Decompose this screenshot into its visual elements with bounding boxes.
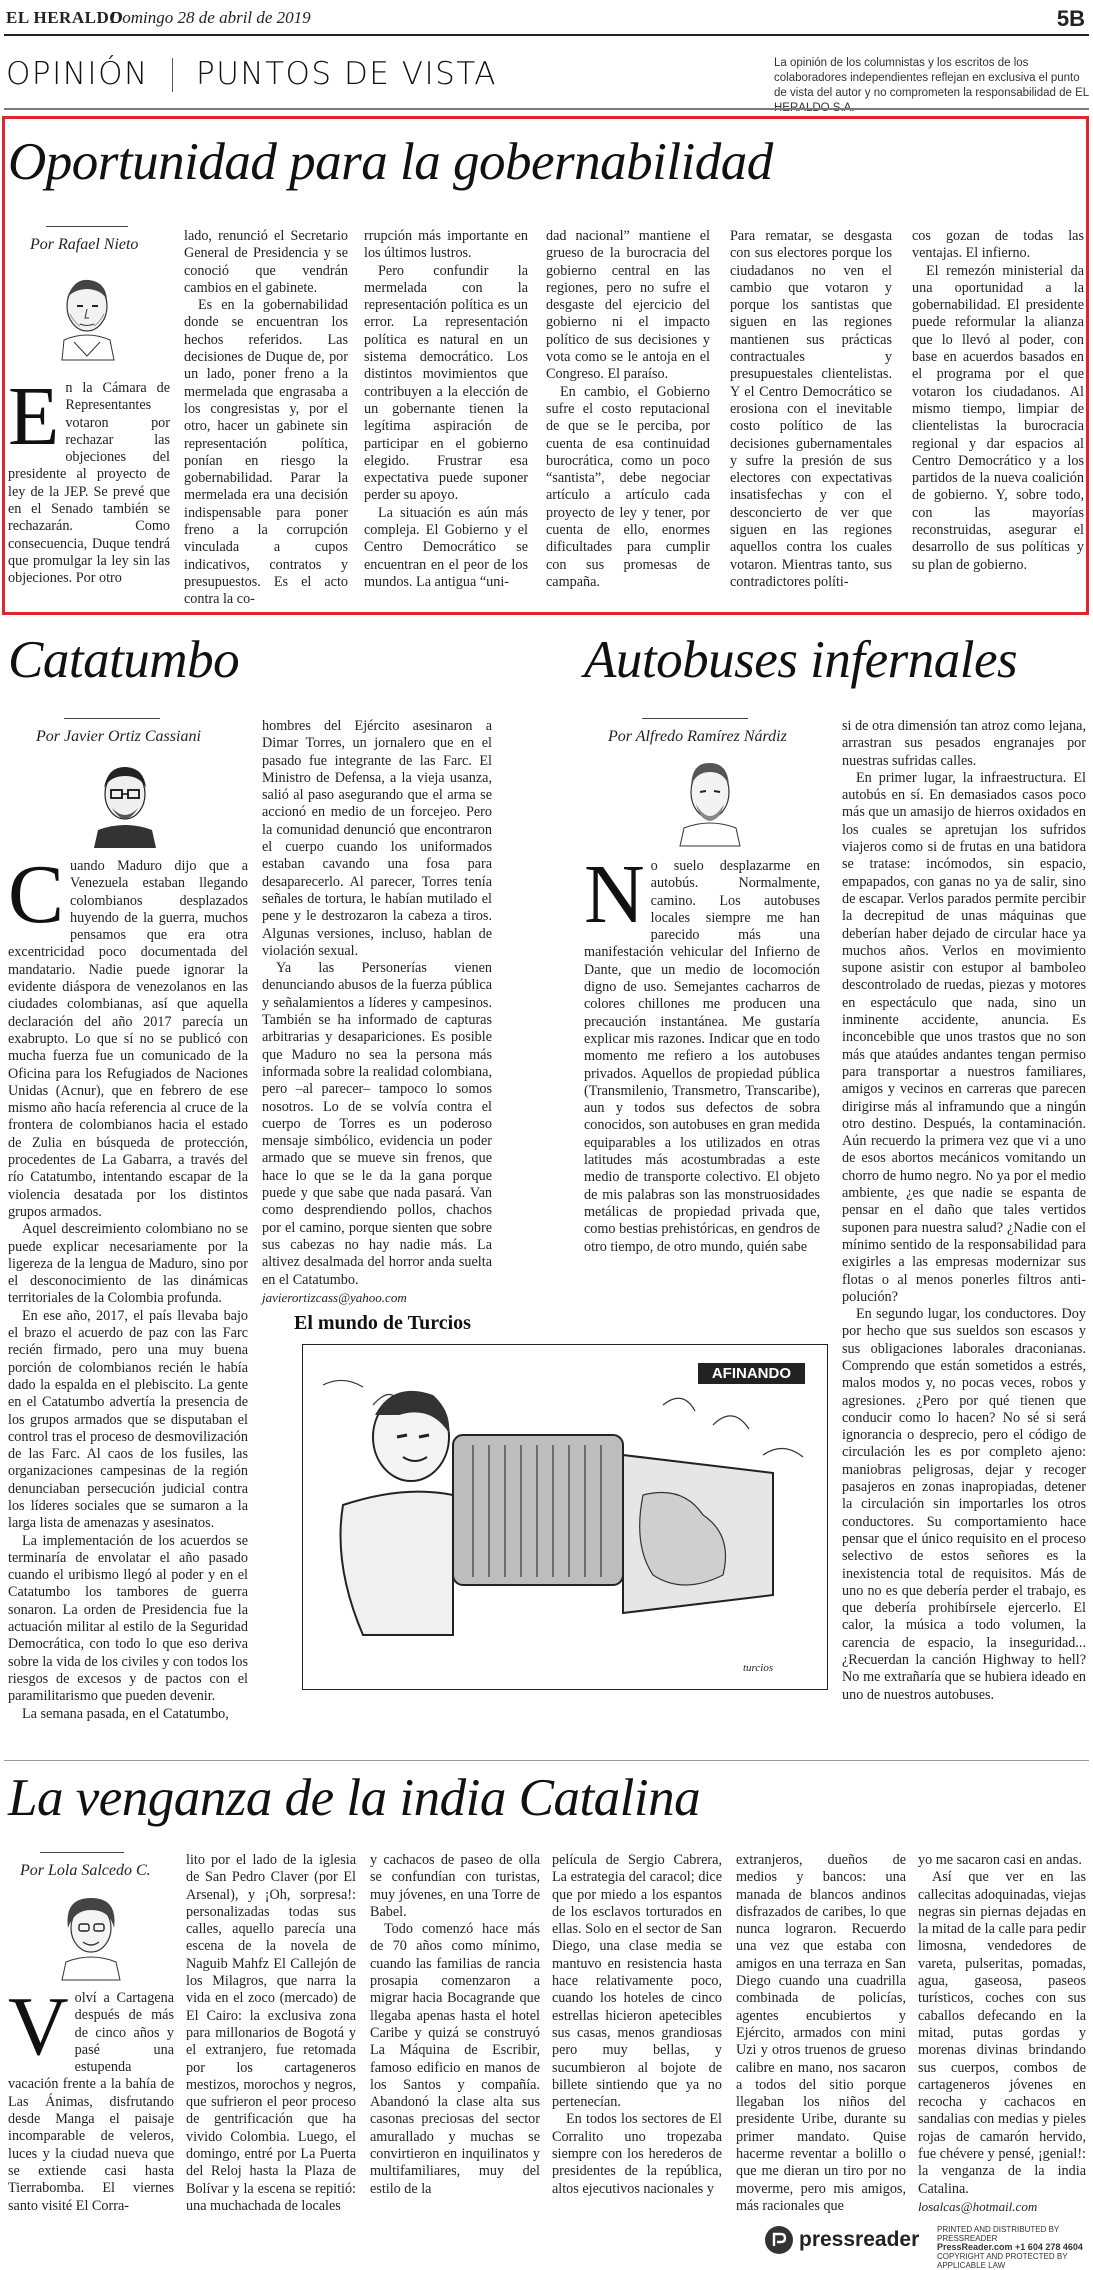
article-column: lado, renunció el Secretario General de Presidencia y se conoció que vendrán cambios en el gabinete. Es en la gobernabilidad donde se encuentran los hechos referidos. Las decisiones de Duque de, por un lado, poner freno a la mermelada que engrasaba a los congresistas y, por el otro, hacer un gabinete sin representación política, ponían en riesgo la gobernabilidad. Parar la mermelada era una decisión indispensable para poner freno a la corrupción vinculada a cupos indicativos, contratos y presupuestos. Es el acto contra la co- xyxy=(184,228,348,608)
article-column: rrupción más importante en los últimos lustros. Pero confundir la mermelada con la representación política es un error. La representación política es natural en un sistema democrático. Los distintos movimientos que contribuyen a la elección de un gobernante tienen la legítima aspiración de participar en el gobierno elegido. Frustrar esa expectativa puede suponer perder su apoyo. La situación es aún más compleja. El Gobierno y el Centro Democrático se encuentran en el peor de los mundos. La antigua “uni- xyxy=(364,228,528,590)
article-headline[interactable]: Oportunidad para la gobernabilidad xyxy=(8,133,773,191)
newspaper-name: EL HERALDO xyxy=(6,8,123,27)
byline: Por Alfredo Ramírez Nárdiz xyxy=(608,728,787,745)
article-column: No suelo desplazarme en autobús. Normalmente, camino. Los autobuses locales siempre me han parecido más una manifestación vehicular del Infierno de Dante, que un medio de locomoción digno de uso. Semejantes cacharros de colores chillones me producen una precaución instantánea. Me gustaría explicar mis razones. Indicar que en todo momento me refiero a los autobuses privados. Aquellos de propiedad pública (Transmilenio, Transmetro, Transcaribe), aun y todos sus defectos de sobra conocidos, son autobuses en gran medida equiparables a los utilizados en otras latitudes más acostumbradas a este medio de transporte colectivo. El objeto de mis palabras son las monstruosidades metálicas de propiedad privada que, como bestias prehistóricas, en gendros de otro tiempo, de otro mundo, quién sabe xyxy=(584,848,820,1255)
article-column: Volví a Cartagena después de más de cinco años y pasé una estupenda vacación frente a la bahía de Las Ánimas, disfrutando desde Manga el paisaje incomparable de veleros, luces y la ciudad nueva que se extiende casi hasta Tierrabomba. El viernes santo visité El Corra- xyxy=(8,1980,174,2214)
section-rule xyxy=(4,108,1089,110)
drop-cap: C xyxy=(8,848,65,941)
article-column: En la Cámara de Representantes votaron por rechazar las objeciones del presidente al proyecto de ley de la JEP. Se prevé que en el Senado también se rechazarán. Como consecuencia, Duque tendrá que promulgar la ley sin las objeciones. Por otro xyxy=(8,370,170,587)
drop-cap: V xyxy=(8,1980,69,2073)
author-portrait xyxy=(668,750,752,851)
author-portrait xyxy=(48,1884,134,1985)
pressreader-icon xyxy=(765,2226,793,2254)
article-headline[interactable]: Catatumbo xyxy=(8,631,240,689)
article-headline[interactable]: Autobuses infernales xyxy=(584,631,1018,689)
pressreader-brand: pressreader xyxy=(799,2228,920,2251)
byline: Por Lola Salcedo C. xyxy=(20,1862,151,1879)
pressreader-notice: PRINTED AND DISTRIBUTED BY PRESSREADER PressReader.com +1 604 278 4604 COPYRIGHT AND PROTECTED BY APPLICABLE LAW xyxy=(937,2225,1083,2270)
issue-date: Domingo 28 de abril de 2019 xyxy=(110,8,311,27)
page-number: 5B xyxy=(1056,6,1085,31)
drop-cap: N xyxy=(584,848,645,941)
article-column: hombres del Ejército asesinaron a Dimar Torres, un jornalero que en el pasado fue integrante de las Farc. El Ministro de Defensa, a la vieja usanza, salió al paso asegurando que el arma se accionó en medio de un forcejeo. Pero la comunidad denunció que encontraron el cuerpo cuando los uniformados estaban cavando una fosa para desaparecerlo. Al parecer, Torres tenía señales de tortura, le habían mutilado el pene y le destrozaron la cabeza a tiros. Algunas versiones, incluso, hablan de violación sexual. Ya las Personerías vienen denunciando abusos de la fuerza pública y señalamientos a líderes y campesinos. También se ha informado de capturas arbitrarias y desapariciones. Es posible que Maduro no sea la persona más informada sobre la realidad colombiana, pero –al parecer– tampoco lo somos nosotros. Lo de se volvía contra el cuerpo de Torres es un poderoso mensaje simbólico, evidencia un poder armado que se mueve sin frenos, que hace lo que se le da la gana porque puede y que sabe que nada pasará. Van como desprendiendo pollos, chachos por el camino, porque sienten que sobre sus cabezas no hay nadie más. La altivez desalmada del horror anda suelta en el Catatumbo. javierortizcass@yahoo.com xyxy=(262,718,492,1305)
section-divider xyxy=(172,58,173,92)
cartoon-signature: turcios xyxy=(743,1662,774,1674)
article-headline[interactable]: La venganza de la india Catalina xyxy=(8,1769,701,1827)
byline: Por Rafael Nieto xyxy=(30,236,139,253)
byline-rule xyxy=(642,718,748,719)
article-column: si de otra dimensión tan atroz como lejana, arrastran sus pesados engranajes por nuestras sufridas calles. En primer lugar, la infraestructura. El autobús en sí. En demasiados casos poco más que un amasijo de hierros oxidados en los cuales se apretujan los sufridos viajeros como si de frutas en una batidora se tratase: incómodos, sin espacio, empapados, con ganas no ya de salir, sino de escapar. Verlos parados permite percibir la decrepitud de unas máquinas que deberían haber dejado de circular hace ya muchos años. Verlos en movimiento supone asistir con estupor al bamboleo descontrolado de ruedas, piezas y motores en espectáculo que nada, sino un inminente accidente, anuncia. Es inconcebible que unos trastos que no son más que ataúdes andantes tengan permiso para transportar a nuestros familiares, amigos y vecinos en carreras que parecen dirigirse más al inframundo que a ningún otro destino. Después, la contaminación. Aún recuerdo la primera vez que vi a uno de esos abortos mecánicos vomitando un chorro de humo negro. No ya por el medio ambiente, ¿es que nadie se espanta de pensar en el daño que tales vertidos suponen para nuestra salud? ¿Nadie con el mínimo sentido de la responsabilidad para exigirles a las empresas modernizar sus flotas o al menos ponerles filtros anti-polución? En segundo lugar, los conductores. Doy por hecho que sus sueldos son escasos y sus obligaciones laborales draconianas. Comprendo que están sometidos a estrés, malos modos y, no pocas veces, robos y agresiones. ¿Pero por qué tienen que conducir como lo hacen? No sé si será ignorancia o desprecio, pero el código de circulación les es por completo ajeno: maniobras peligrosas, dejar y recoger pasajeros en zonas inapropiadas, detener la circulación sin importarles los otros conductores. Su comportamiento hace pensar que el único requisito en el proceso selectivo de estos señores es la inexistencia total de requisitos. Más de uno no es que debería perder el trabajo, es que debería prohibírsele ejercerlo. El calor, la música a todo volumen, la carencia de espacio, la inseguridad... ¿Recuerdan la canción Highway to hell? No me extrañaría que se hubiera ideado en uno de nuestros autobuses. xyxy=(842,718,1086,1703)
pressreader-badge[interactable] xyxy=(765,2222,1085,2270)
masthead-rule xyxy=(4,34,1089,36)
article-column: Para rematar, se desgasta con sus electores porque los ciudadanos no ven el cambio que votaron y porque los santistas que siguen en las regiones mantienen sus prácticas contractuales y presupuestales clientelistas. Y el Centro Democrático se erosiona con el inevitable costo político de las decisiones gubernamentales y sufre la presión de sus electores con expectativas insatisfechas y con el desconcierto de ver que siguen en las regiones aquellos contra los cuales votaron. Mientras tanto, sus contradictores políti- xyxy=(730,228,892,590)
article-column: yo me sacaron casi en andas. Así que ver en las callecitas adoquinadas, viejas negras sin piernas dejadas en la mitad de la calle para pedir limosna, vendedores de vareta, pulseritas, pomadas, agua, gaseosa, paseos turísticos, coches con sus caballos defecando en la mitad, putas gordas y morenas divinas brindando sus cuerpos, combos de cartageneros jóvenes en recocha y cachacos en sandalias con medias y pieles rojas de camarón hervido, fue chévere y pensé, ¡genial!: la venganza de la india Catalina. losalcas@hotmail.com xyxy=(918,1852,1086,2214)
section-disclaimer: La opinión de los columnistas y los escritos de los colaboradores independientes reflejan en exclusiva el punto de vista del autor y no comprometen la responsabilidad de EL xyxy=(774,57,1089,99)
article-column: y cachacos de paseo de olla se confundían con turistas, muy jóvenes, en una Torre de Babel. Todo comenzó hace más de 70 años como mínimo, cuando las familias de rancia prosapia comenzaron a migrar hacia Bocagrande que llegaba apenas hasta el hotel Caribe y quizá se construyó La Máquina de Escribir, famoso edificio en manos de los Santos y compañía. Abandonó la clase alta sus casonas preciosas del sector amurallado y muchas se convirtieron en inquilinatos y multifamiliares, muy del estilo de la xyxy=(370,1852,540,2197)
author-email[interactable]: javierortizcass@yahoo.com xyxy=(262,1289,407,1305)
cartoon-title: El mundo de Turcios xyxy=(294,1312,471,1334)
cartoon-image xyxy=(302,1344,828,1690)
author-portrait xyxy=(44,264,130,367)
article-divider xyxy=(4,1760,1089,1761)
byline-rule xyxy=(40,1852,124,1853)
author-email[interactable]: losalcas@hotmail.com xyxy=(918,2198,1038,2214)
article-column: lito por el lado de la iglesia de San Pedro Claver (por El Arsenal), y ¡Oh, sorpresa!: personalizadas todas sus calles, aquello parecía una escena de la novela de Naguib Mahfz El Callejón de los Milagros, que narra la vida en el zoco (mercado) de El Cairo: la exclusiva zona para millonarios de Bogotá y el extranjero, fue retomada por los cartageneros mestizos, morochos y negros, que sufrieron el peor proceso de gentrificación que ha vivido Colombia. Luego, el domingo, entré por La Puerta del Reloj hasta la Plaza de Bolívar y la escena se repitió: una muchachada de locales xyxy=(186,1852,356,2214)
drop-cap: E xyxy=(8,370,60,463)
byline-rule xyxy=(64,718,160,719)
article-column: extranjeros, dueños de medios y bancos: una manada de blancos andinos disfrazados de caribes, lo que nunca lograron. Recuerdo una vez que estaba con amigos en una terraza en San Diego cuando una cuadrilla combinada de policías, agentes encubiertos y Ejército, armados con mini Uzi y otros truenos de grueso calibre en mano, nos sacaron a todos del sitio porque llegaban los niños del presidente Uribe, durante su primer mandato. Quise hacerme reventar a bolillo o que me dieran un tiro por no moverme, pero mis amigos, más racionales que xyxy=(736,1852,906,2214)
byline: Por Javier Ortiz Cassiani xyxy=(36,728,201,745)
cartoon-caption: AFINANDO xyxy=(698,1363,805,1384)
author-portrait xyxy=(80,752,170,853)
article-column: película de Sergio Cabrera, La estrategia del caracol; dice que por miedo a los espantos de los esclavos torturados en ellas. Solo en el sector de San Diego, una clase media se mantuvo en resistencia hasta hace relativamente poco, cuando los hoteles de cinco estrellas hicieron apetecibles sus casas, menos grandiosas pero muy bellas, y sucumbieron al bojote de billete sintiendo que ya no pertenecían. En todos los sectores de El Corralito uno tropezaba siempre con los herederos de presidentes de la república, altos ejecutivos nacionales y xyxy=(552,1852,722,2197)
section-title: OPINIÓN xyxy=(6,56,149,92)
article-column: dad nacional” mantiene el grueso de la burocracia del gobierno central en las regiones, pero no sufre el desgaste del ejercicio del gobierno ni el impacto político de sus decisiones y vota como se le antoja en el Congreso. El paraíso. En cambio, el Gobierno sufre el costo reputacional de que se le perciba, por cuenta de esa continuidad burocrática, como un poco “santista”, debe negociar artículo a artículo cada proyecto de ley y tener, por cuenta de ello, enormes dificultades para cumplir con sus promesas de campaña. xyxy=(546,228,710,590)
article-column: cos gozan de todas las ventajas. El infierno. El remezón ministerial da una oportunidad a la gobernabilidad. El presidente puede reformular la alianza que lo llevó al poder, con base en acuerdos basados en el programa por el que votaron los ciudadanos. Al mismo tiempo, limpiar de clientelistas la burocracia regional y dar espacios al Centro Democrático y a los partidos de la nueva coalición de gobierno. Y, sobre todo, con las mayorías reconstruidas, asegurar el desarrollo de sus políticas y su plan de gobierno. xyxy=(912,228,1084,573)
byline-rule xyxy=(46,226,128,227)
section-subtitle: PUNTOS DE VISTA xyxy=(196,56,498,92)
article-column: Cuando Maduro dijo que a Venezuela estaban llegando colombianos desplazados huyendo de la guerra, muchos pensamos que era otra excentricidad poco documentada del mandatario. Nadie puede ignorar la evidente diáspora de venezolanos en las ciudades colombianas, así que aquella declaración del año 2017 parecía un exabrupto. Lo que sí no se publicó con mucha fuerza fue un comunicado de la Oficina para los Refugiados de Naciones Unidas (Acnur), que en febrero de ese mismo año hacía referencia al cruce de la frontera de colombianos hacia el estado de Zulia en búsqueda de protección, procedentes de La Gabarra, a través del río Catatumbo, intentando escapar de la violencia desatada por los distintos grupos armados. Aquel descreimiento colombiano no se puede explicar necesariamente por la ligereza de la lengua de Maduro, sino por el desconocimiento de las dinámicas territoriales de la Colombia profunda. En ese año, 2017, el país llevaba bajo el brazo el acuerdo de paz con las Farc recién firmado, pero una muy buena porción de colombianos recién le había dado la espalda en el plebiscito. La gente en el Catatumbo advertía la presencia de los grupos armados que se disputaban el control tras el proceso de desmovilización de las Farc. Al caos de los fusiles, las organizaciones campesinas de la región denunciaban persecución judicial contra los líderes sociales que se sumaron a la larga lista de amenazas y asesinatos. La implementación de los acuerdos se terminaría de envolatar el año pasado cuando el uribismo llegó al poder y en el Catatumbo los tambores de guerra sonaron. La orden de Presidencia fue la actuación militar al estilo de la Seguridad Democrática, con todo lo que eso deriva sobre la vida de los civiles y con todos los riesgos de excesos y de pactos con el paramilitarismo que pueden devenir. La semana pasada, en el Catatumbo, xyxy=(8,848,248,1722)
